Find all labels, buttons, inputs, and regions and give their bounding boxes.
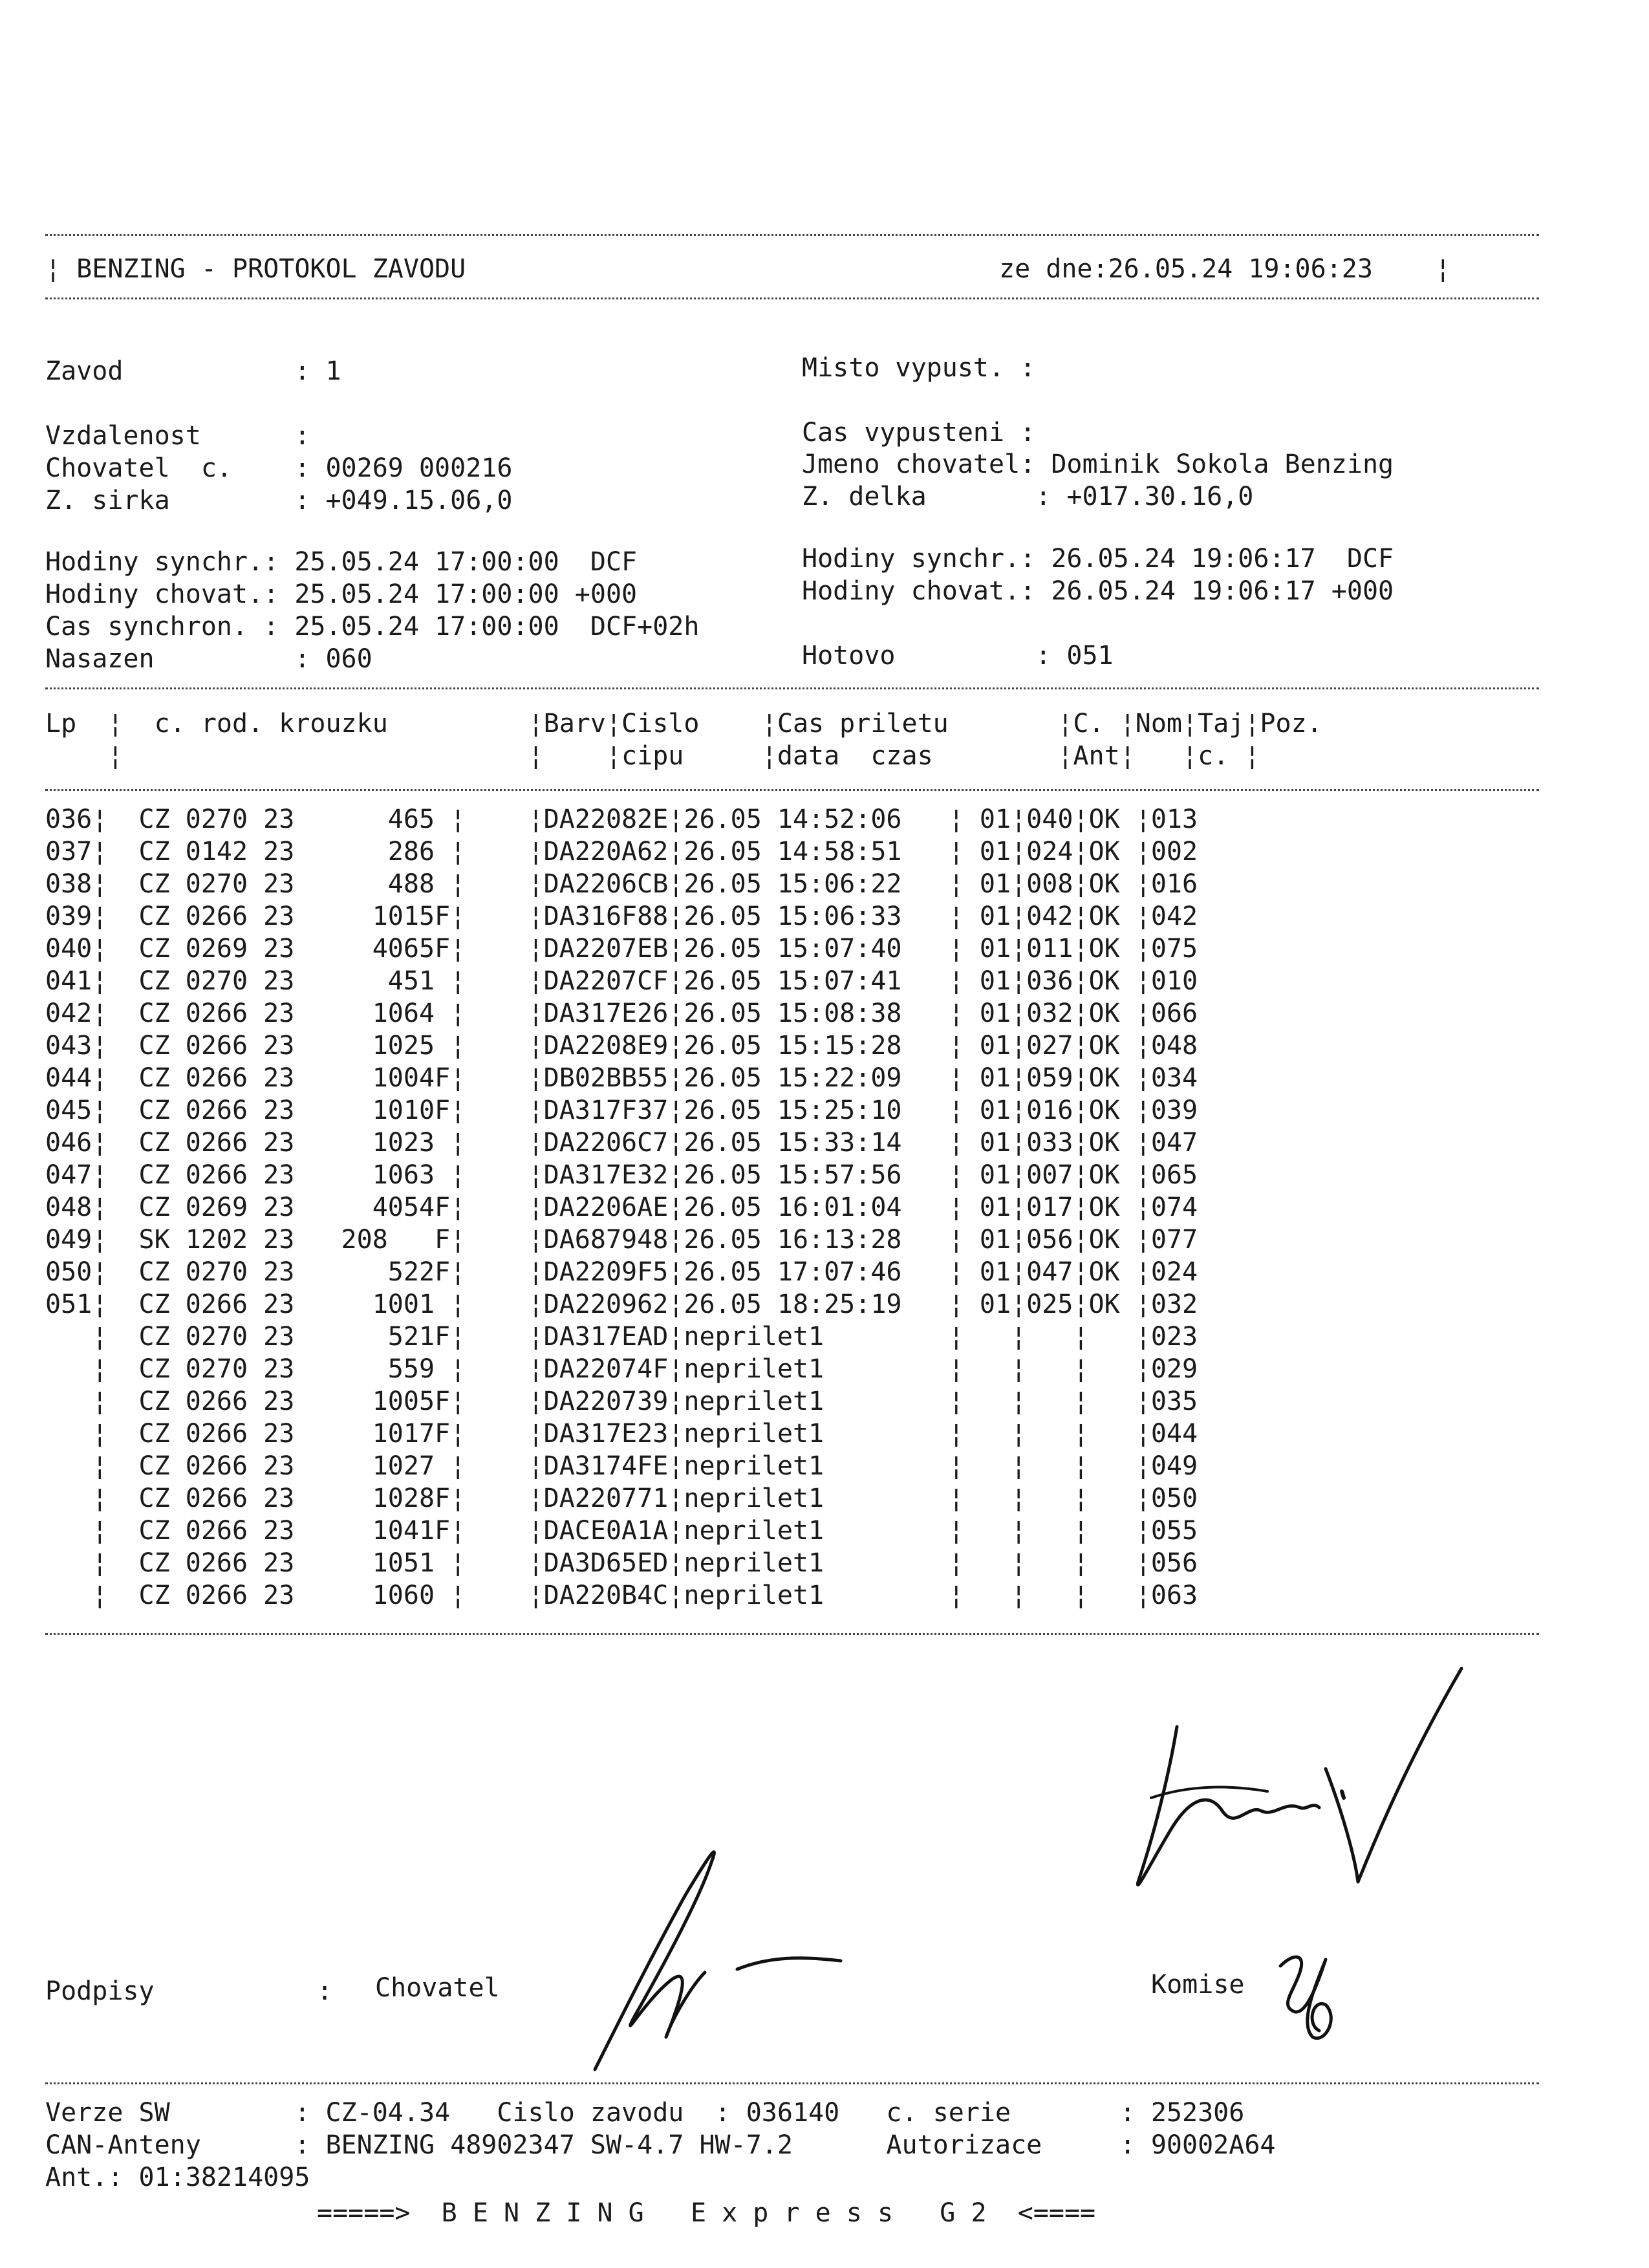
table-row: 047¦ CZ 0266 23 1063 ¦ ¦DA317E32¦26.05 15:57:56 ¦ 01¦007¦OK ¦065 [45, 1160, 1198, 1190]
footer-line-2: CAN-Anteny : BENZING 48902347 SW-4.7 HW-7.2 Autorizace : 90002A64 [45, 2130, 1276, 2160]
table-row: 050¦ CZ 0270 23 522F¦ ¦DA2209F5¦26.05 17:07:46 ¦ 01¦047¦OK ¦024 [45, 1257, 1198, 1287]
table-header-2: ¦ ¦ ¦cipu ¦data czas ¦Ant¦ ¦c. ¦ [45, 741, 1260, 771]
footer-line-1: Verze SW : CZ-04.34 Cislo zavodu : 036140 c. serie : 252306 [45, 2098, 1245, 2128]
table-row: 048¦ CZ 0269 23 4054F¦ ¦DA2206AE¦26.05 16:01:04 ¦ 01¦017¦OK ¦074 [45, 1193, 1198, 1222]
info-left-nasazen: Nasazen : 060 [45, 644, 372, 674]
rule-table-header [45, 789, 1539, 791]
table-row: ¦ CZ 0266 23 1060 ¦ ¦DA220B4C¦neprilet1 ¦ ¦ ¦ ¦063 [45, 1581, 1198, 1610]
signatures-colon: : [317, 1976, 333, 2006]
info-left-chovatel: Chovatel c. : 00269 000216 [45, 453, 513, 483]
table-row: ¦ CZ 0266 23 1017F¦ ¦DA317E23¦neprilet1 ¦ ¦ ¦ ¦044 [45, 1419, 1198, 1449]
footer-banner: =====> B E N Z I N G E x p r e s s G 2 <==== [317, 2198, 1096, 2228]
table-row: ¦ CZ 0266 23 1041F¦ ¦DACE0A1A¦neprilet1 ¦ ¦ ¦ ¦055 [45, 1516, 1198, 1546]
info-right-misto: Misto vypust. : [802, 353, 1036, 383]
table-row: 043¦ CZ 0266 23 1025 ¦ ¦DA2208E9¦26.05 15:15:28 ¦ 01¦027¦OK ¦048 [45, 1031, 1198, 1061]
table-row: 044¦ CZ 0266 23 1004F¦ ¦DB02BB55¦26.05 15:22:09 ¦ 01¦059¦OK ¦034 [45, 1063, 1198, 1093]
table-row: 040¦ CZ 0269 23 4065F¦ ¦DA2207EB¦26.05 15:07:40 ¦ 01¦011¦OK ¦075 [45, 934, 1198, 964]
rule-signatures [45, 2082, 1539, 2084]
table-row: 046¦ CZ 0266 23 1023 ¦ ¦DA2206C7¦26.05 15:33:14 ¦ 01¦033¦OK ¦047 [45, 1128, 1198, 1158]
signature-komise [1112, 1662, 1487, 1921]
info-left-hodiny-chovat: Hodiny chovat.: 25.05.24 17:00:00 +000 [45, 579, 638, 609]
table-row: 041¦ CZ 0270 23 451 ¦ ¦DA2207CF¦26.05 15:07:41 ¦ 01¦036¦OK ¦010 [45, 966, 1198, 996]
table-row: 037¦ CZ 0142 23 286 ¦ ¦DA220A62¦26.05 14:58:51 ¦ 01¦024¦OK ¦002 [45, 837, 1198, 867]
footer-line-3: Ant.: 01:38214095 [45, 2163, 310, 2192]
rule-info [45, 687, 1539, 689]
info-left-zavod: Zavod : 1 [45, 356, 341, 386]
table-row: 051¦ CZ 0266 23 1001 ¦ ¦DA220962¦26.05 18:25:19 ¦ 01¦025¦OK ¦032 [45, 1290, 1198, 1319]
rule-table-end [45, 1633, 1539, 1635]
info-right-hodiny-chovat: Hodiny chovat.: 26.05.24 19:06:17 +000 [802, 576, 1394, 606]
info-right-cas-vypusteni: Cas vypusteni : [802, 418, 1036, 448]
signature-chovatel-label: Chovatel [375, 1973, 500, 2003]
komise-initials [1267, 1940, 1364, 2050]
info-left-sirka: Z. sirka : +049.15.06,0 [45, 486, 513, 515]
table-body [45, 804, 1539, 1612]
info-right-delka: Z. delka : +017.30.16,0 [802, 482, 1254, 512]
report-date: ze dne:26.05.24 19:06:23 ¦ [999, 254, 1451, 284]
table-row: ¦ CZ 0270 23 559 ¦ ¦DA22074F¦neprilet1 ¦ ¦ ¦ ¦029 [45, 1354, 1198, 1384]
info-right-hotovo: Hotovo : 051 [802, 641, 1114, 671]
report-title: ¦ BENZING - PROTOKOL ZAVODU [45, 254, 466, 284]
table-row: 038¦ CZ 0270 23 488 ¦ ¦DA2206CB¦26.05 15:06:22 ¦ 01¦008¦OK ¦016 [45, 869, 1198, 899]
table-row: ¦ CZ 0270 23 521F¦ ¦DA317EAD¦neprilet1 ¦ ¦ ¦ ¦023 [45, 1322, 1198, 1352]
info-left-cas-synchron: Cas synchron. : 25.05.24 17:00:00 DCF+02h [45, 612, 700, 642]
table-row: 036¦ CZ 0270 23 465 ¦ ¦DA22082E¦26.05 14:52:06 ¦ 01¦040¦OK ¦013 [45, 805, 1198, 834]
table-row: 042¦ CZ 0266 23 1064 ¦ ¦DA317E26¦26.05 15:08:38 ¦ 01¦032¦OK ¦066 [45, 999, 1198, 1028]
table-row: 039¦ CZ 0266 23 1015F¦ ¦DA316F88¦26.05 15:06:33 ¦ 01¦042¦OK ¦042 [45, 902, 1198, 931]
table-row: ¦ CZ 0266 23 1005F¦ ¦DA220739¦neprilet1 ¦ ¦ ¦ ¦035 [45, 1387, 1198, 1416]
table-row: 049¦ SK 1202 23 208 F¦ ¦DA687948¦26.05 16:13:28 ¦ 01¦056¦OK ¦077 [45, 1225, 1198, 1255]
table-row: 045¦ CZ 0266 23 1010F¦ ¦DA317F37¦26.05 15:25:10 ¦ 01¦016¦OK ¦039 [45, 1096, 1198, 1125]
info-left-vzdalenost: Vzdalenost : [45, 421, 310, 451]
signature-komise-label: Komise [1151, 1970, 1245, 2000]
info-left-hodiny-synchr: Hodiny synchr.: 25.05.24 17:00:00 DCF [45, 547, 638, 577]
signatures-label: Podpisy [45, 1976, 155, 2006]
rule-title [45, 297, 1539, 299]
table-row: ¦ CZ 0266 23 1051 ¦ ¦DA3D65ED¦neprilet1 ¦ ¦ ¦ ¦056 [45, 1548, 1198, 1578]
table-row: ¦ CZ 0266 23 1027 ¦ ¦DA3174FE¦neprilet1 ¦ ¦ ¦ ¦049 [45, 1451, 1198, 1481]
info-right-hodiny-synchr: Hodiny synchr.: 26.05.24 19:06:17 DCF [802, 544, 1394, 574]
table-row: ¦ CZ 0266 23 1028F¦ ¦DA220771¦neprilet1 ¦ ¦ ¦ ¦050 [45, 1484, 1198, 1513]
table-header-1: Lp ¦ c. rod. krouzku ¦Barv¦Cislo ¦Cas priletu ¦C. ¦Nom¦Taj¦Poz. [45, 709, 1322, 739]
rule-top [45, 234, 1539, 236]
info-right-jmeno: Jmeno chovatel: Dominik Sokola Benzing [802, 449, 1394, 479]
signature-chovatel [582, 1824, 854, 2082]
